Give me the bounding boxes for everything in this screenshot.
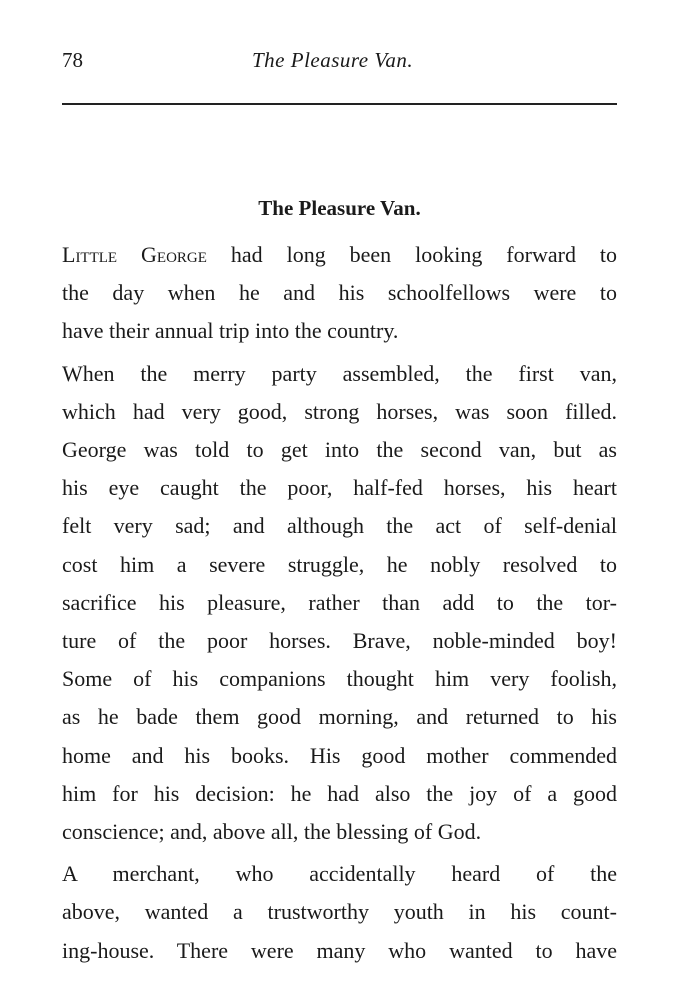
text-line: A merchant, who accidentally heard of the bbox=[62, 861, 617, 887]
paragraph bbox=[62, 855, 617, 970]
text-line: which had very good, strong horses, was soon filled. bbox=[62, 398, 617, 424]
text-line: felt very sad; and although the act of self-denial bbox=[62, 513, 617, 539]
text-line: have their annual trip into the country. bbox=[62, 318, 399, 344]
text-line bbox=[62, 236, 617, 274]
text-line: him for his decision: he had also the joy of a good bbox=[62, 780, 617, 806]
text-line: Some of his companions thought him very foolish, bbox=[62, 666, 617, 692]
paragraph bbox=[62, 236, 617, 351]
text-line: above, wanted a trustworthy youth in his count- bbox=[62, 899, 617, 925]
page-number: 78 bbox=[62, 48, 83, 72]
text-line: his eye caught the poor, half-fed horses, his heart bbox=[62, 475, 617, 501]
running-head bbox=[62, 48, 617, 78]
text-line: as he bade them good morning, and returned to his bbox=[62, 704, 617, 730]
text-line: ture of the poor horses. Brave, noble-minded boy! bbox=[62, 628, 617, 654]
small-caps-opening: Little George bbox=[62, 242, 207, 267]
paragraph bbox=[62, 355, 617, 852]
running-title: The Pleasure Van. bbox=[252, 48, 414, 72]
text-line: the day when he and his schoolfellows were to bbox=[62, 280, 617, 306]
text-line-rest: had long been looking forward to bbox=[206, 242, 617, 267]
text-line: sacrifice his pleasure, rather than add to the tor- bbox=[62, 589, 617, 615]
text-line: cost him a severe struggle, he nobly resolved to bbox=[62, 551, 617, 577]
header-rule bbox=[62, 103, 617, 105]
text-line: When the merry party assembled, the first van, bbox=[62, 360, 617, 386]
text-line: conscience; and, above all, the blessing of God. bbox=[62, 819, 482, 845]
text-line: ing-house. There were many who wanted to have bbox=[62, 937, 617, 963]
body-text bbox=[62, 236, 617, 974]
text-line: home and his books. His good mother commended bbox=[62, 742, 617, 768]
chapter-title: The Pleasure Van. bbox=[258, 196, 421, 220]
text-line: George was told to get into the second van, but as bbox=[62, 437, 617, 463]
